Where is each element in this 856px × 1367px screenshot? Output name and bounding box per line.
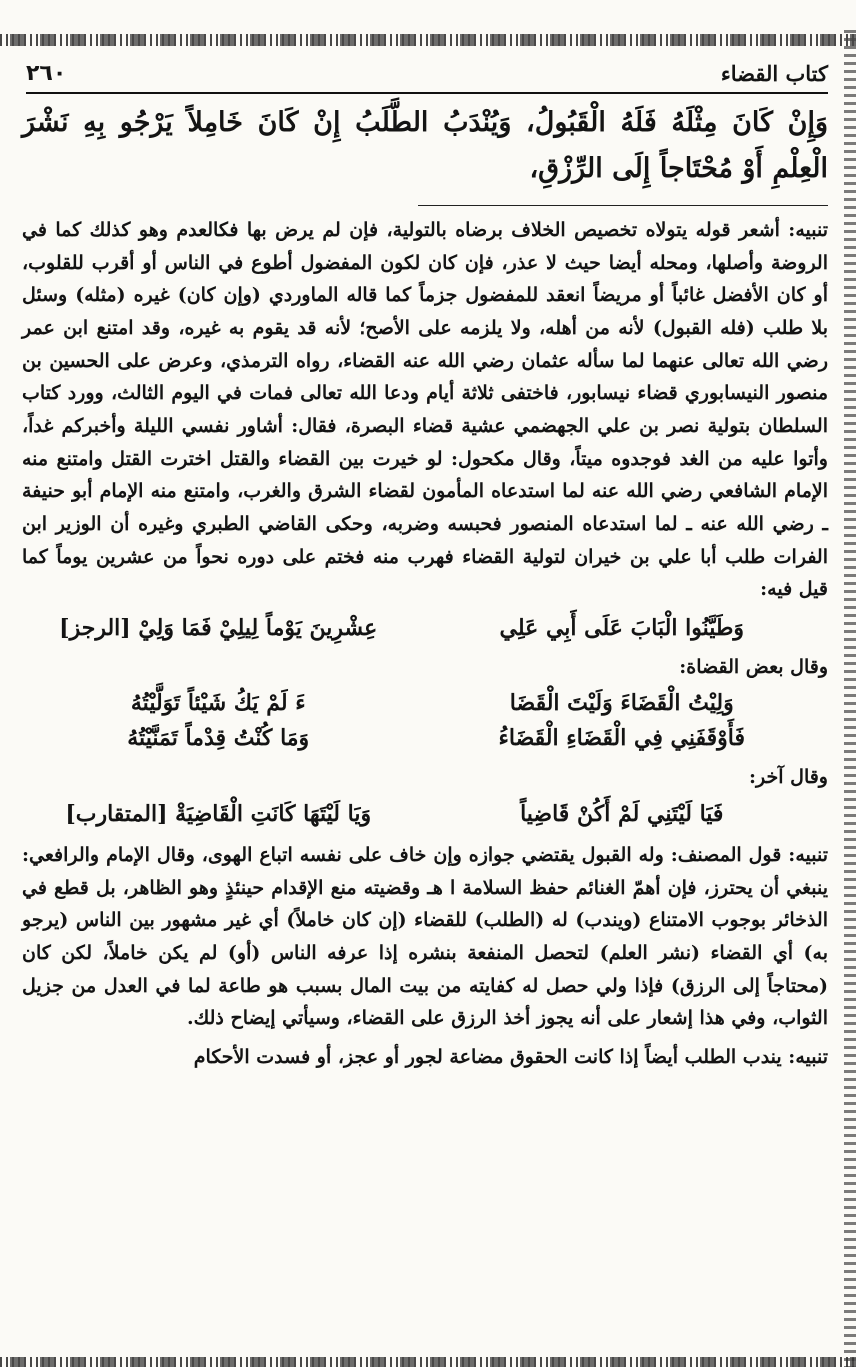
sharh-paragraph-1: تنبيه: أشعر قوله يتولاه تخصيص الخلاف برضاه بالتولية، فإن لم يرض بها فكالعدم وهو كذلك كما في الروضة وأصلها، ومحله أيضا حيث لا عذر، فإن كان لكون المفضول أطوع في الناس أو أقرب للقلوب، أو كان الأفضل غائباً أو مريضاً انعقد للمفضول جزماً كما قاله الماوردي (وإن كان) غيره (مثله) وسئل بلا طلب (فله القبول) لأنه من أهله، ولا يلزمه على الأصح؛ لأنه قد يقوم به غيره، وقد امتنع ابن عمر رضي الله تعالى عنهما لما سأله عثمان رضي الله عنه القضاء، رواه الترمذي، وعرض على الحسين بن منصور النيسابوري قضاء نيسابور، فاختفى ثلاثة أيام ودعا الله تعالى فمات في اليوم الثالث، وورد كتاب السلطان بتولية نصر بن علي الجهضمي عشية قضاء البصرة، فقال: أشاور نفسي الليلة وأخبركم غداً، وأتوا عليه من الغد فوجدوه ميتاً، وقال مكحول: لو خيرت بين القضاء والقتل اخترت القتل وامتنع منه الإمام الشافعي رضي الله عنه لما استدعاه المأمون لقضاء الشرق والغرب، وامتنع منه الإمام أبو حنيفة ـ رضي الله عنه ـ لما استدعاه المنصور فحبسه وضربه، وحكى القاضي الطبري وغيره أن الوزير ابن الفرات طلب أبا علي بن خيران لتولية القضاء فهرب منه فختم على دوره نحواً من عشرين يوماً كما قيل فيه: bbox=[22, 218, 828, 601]
page-number: ٢٦٠ bbox=[26, 60, 67, 86]
sharh-paragraph-2: تنبيه: قول المصنف: وله القبول يقتضي جوازه وإن خاف على نفسه اتباع الهوى، وقال الإمام والرافعي: ينبغي أن يحترز، فإن أهمّ الغنائم حفظ السلامة ا هـ وقضيته منع الإقدام حينئذٍ وهو الظاهر، بل قطع في الذخائر بوجوب الامتناع (ويندب) له (الطلب) للقضاء (إن كان خاملاً) أي غير مشهور بين الناس (يرجو به) أي القضاء (نشر العلم) لتحصل المنفعة بنشره إذا عرفه الناس (أو) لم يكن خاملاً، لكن كان (محتاجاً إلى الرزق) فإذا ولي حصل له كفايته من بيت المال بسبب هو طاعة لما في العدل من جزيل الثواب، وفي هذا إشعار على أنه يجوز أخذ الرزق على القضاء، وسيأتي إيضاح ذلك. bbox=[22, 843, 828, 1030]
ornamental-border-bottom bbox=[0, 1357, 856, 1367]
verse-hemistich-first: فَأَوْقَفَنِي فِي الْقَضَاءِ الْقَضَاءُ bbox=[498, 725, 745, 752]
ornamental-border-top bbox=[0, 34, 856, 46]
sharh-paragraph-3: تنبيه: يندب الطلب أيضاً إذا كانت الحقوق مضاعة لجور أو عجز، أو فسدت الأحكام bbox=[193, 1045, 828, 1068]
verse-hemistich-second: وَيَا لَيْتَهَا كَانَتِ الْقَاضِيَةْ [المتقارب] bbox=[65, 800, 372, 827]
verse-hemistich-first: وَطَيَّنُوا الْبَابَ عَلَى أَبِي عَلِي bbox=[499, 614, 744, 641]
page-content bbox=[22, 100, 828, 1074]
book-title: كتاب القضاء bbox=[720, 60, 828, 86]
verse-hemistich-first: وَلِيْتُ الْقَضَاءَ وَلَيْتَ الْقَضَا bbox=[509, 690, 734, 717]
poem-2 bbox=[22, 687, 828, 755]
poem-intro: وقال بعض القضاة: bbox=[679, 655, 828, 678]
verse-hemistich-second: عِشْرِينَ يَوْماً لِيلِيْ فَمَا وَلِيْ [الرجز] bbox=[59, 614, 378, 641]
page-header bbox=[26, 54, 828, 94]
poem-verse bbox=[22, 687, 828, 720]
ornamental-border-right bbox=[844, 30, 856, 1367]
matn-separator bbox=[418, 205, 828, 206]
poem-verse bbox=[22, 612, 828, 645]
poem-3 bbox=[22, 798, 828, 831]
matn-text: وَإِنْ كَانَ مِثْلَهُ فَلَهُ الْقَبُولُ، وَيُنْدَبُ الطَّلَبُ إِنْ كَانَ خَامِلاً يَرْجُو بِهِ نَشْرَ الْعِلْمِ أَوْ مُحْتَاجاً إِلَى الرِّزْقِ، bbox=[22, 107, 828, 185]
poem-verse bbox=[22, 722, 828, 755]
verse-hemistich-first: فَيَا لَيْتَنِي لَمْ أَكُنْ قَاضِياً bbox=[520, 800, 724, 827]
poem-intro: وقال آخر: bbox=[749, 766, 828, 789]
poem-1 bbox=[22, 612, 828, 645]
poem-verse bbox=[22, 798, 828, 831]
verse-hemistich-second: ءَ لَمْ يَكُ شَيْئاً تَوَلَّيْتُهُ bbox=[130, 690, 306, 717]
verse-hemistich-second: وَمَا كُنْتُ قِدْماً تَمَنَّيْتُهُ bbox=[127, 725, 310, 752]
